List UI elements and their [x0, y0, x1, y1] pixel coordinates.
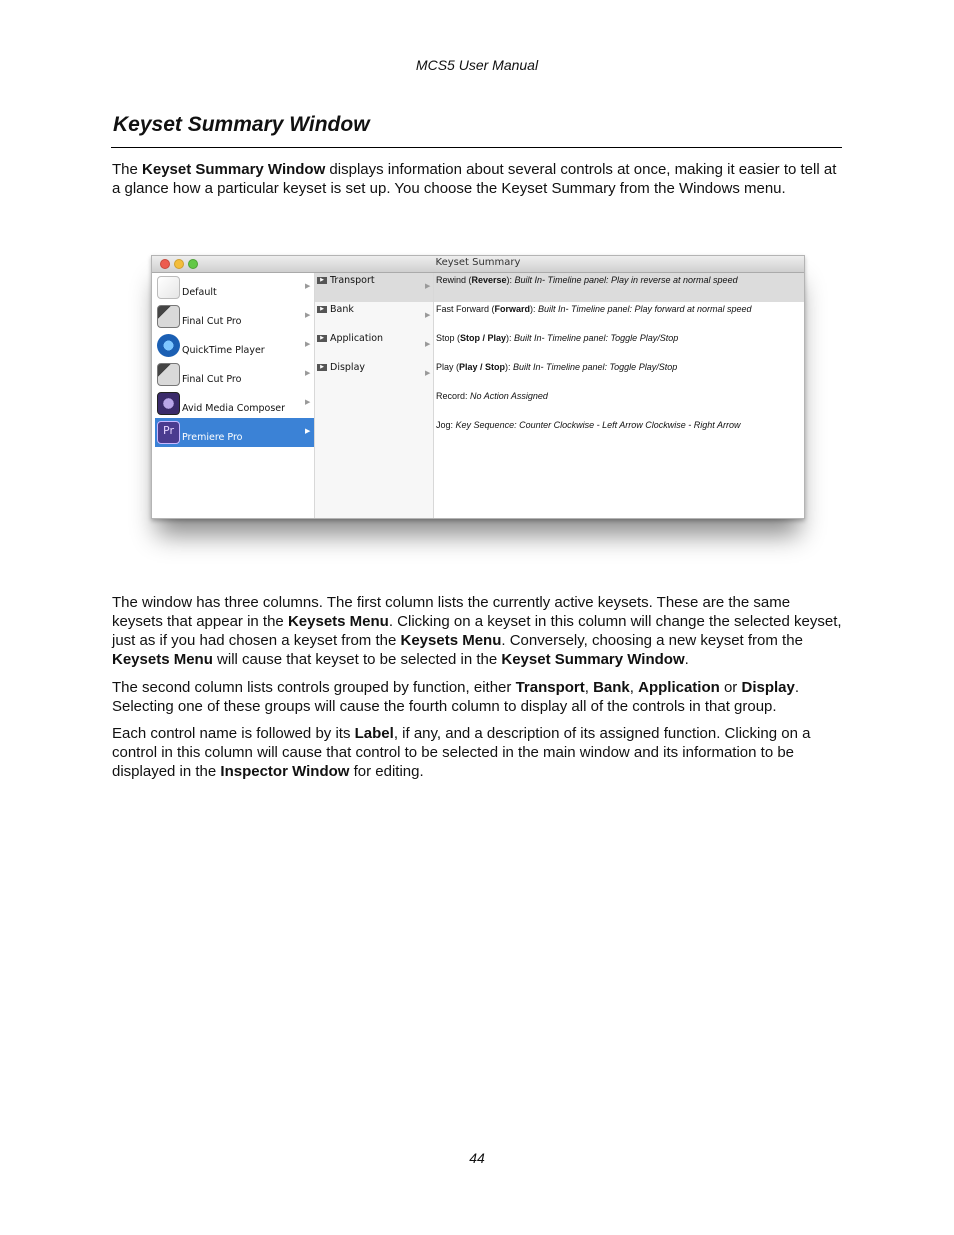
window-titlebar: [152, 256, 804, 273]
control-description: Built In- Timeline panel: Toggle Play/Stop: [513, 362, 678, 372]
columns-text: . Conversely, choosing a new keyset from the: [501, 632, 803, 649]
groups-bold: Bank: [593, 679, 630, 696]
control-group-item[interactable]: [315, 360, 433, 389]
chevron-right-icon: ▶: [305, 370, 311, 377]
control-label: Play / Stop: [459, 362, 506, 372]
premiere-pro-icon: Pr: [157, 421, 180, 444]
columns-text: The window has three columns. The first column lists the currently active keysets. These are the same keysets that appear in the: [112, 594, 791, 630]
group-icon: ▶: [317, 306, 327, 313]
control-text: [436, 333, 678, 343]
keyset-item[interactable]: [155, 389, 314, 418]
group-icon: ▶: [317, 335, 327, 342]
control-punct: :: [465, 391, 471, 401]
keysets-column: [155, 273, 315, 518]
groups-paragraph: [112, 678, 842, 716]
control-name: Play: [436, 362, 454, 372]
keyset-label: Final Cut Pro: [182, 316, 242, 327]
keyset-label: QuickTime Player: [182, 345, 265, 356]
window-title: Keyset Summary: [435, 257, 521, 268]
group-label: Application: [330, 333, 384, 344]
keyset-item[interactable]: [155, 331, 314, 360]
control-punct: ):: [530, 304, 539, 314]
controls-bold: Label: [354, 725, 394, 742]
intro-bold: Keyset Summary Window: [142, 161, 326, 178]
columns-text: . Clicking on a keyset in this column will change the selected keyset, just as if you had chosen a keyset from the: [112, 613, 842, 649]
groups-text: or: [719, 679, 742, 696]
control-item[interactable]: [434, 273, 804, 302]
control-group-item[interactable]: [315, 302, 433, 331]
chevron-right-icon: ▶: [425, 283, 431, 290]
keyset-summary-window: [151, 255, 805, 519]
controls-bold: Inspector Window: [220, 763, 350, 780]
columns-bold: Keysets Menu: [287, 613, 389, 630]
control-group-item[interactable]: [315, 331, 433, 360]
control-name: Stop: [436, 333, 455, 343]
control-punct: (: [453, 362, 460, 372]
chevron-right-icon: ▶: [425, 341, 431, 348]
control-punct: :: [450, 420, 456, 430]
control-name: Fast Forward: [436, 304, 490, 314]
control-label: Stop / Play: [460, 333, 507, 343]
keyset-label: Final Cut Pro: [182, 374, 242, 385]
page-title: Keyset Summary Window: [113, 113, 370, 136]
group-icon: ▶: [317, 364, 327, 371]
control-text: [436, 391, 548, 401]
control-text: [436, 362, 677, 372]
control-description: Built In- Timeline panel: Toggle Play/Stop: [514, 333, 679, 343]
control-item[interactable]: [434, 418, 804, 447]
chevron-right-icon: ▶: [305, 399, 311, 406]
columns-bold: Keyset Summary Window: [501, 651, 685, 668]
page-number: 44: [469, 1150, 485, 1166]
control-punct: ):: [506, 333, 515, 343]
chevron-right-icon: ▶: [305, 428, 311, 435]
control-punct: (: [489, 304, 495, 314]
control-item[interactable]: [434, 389, 804, 418]
control-punct: ):: [505, 362, 514, 372]
chevron-right-icon: ▶: [425, 312, 431, 319]
control-item[interactable]: [434, 331, 804, 360]
controls-paragraph: [112, 724, 842, 781]
chevron-right-icon: ▶: [305, 341, 311, 348]
default-keyset-icon: [157, 276, 180, 299]
keyset-label: Default: [182, 287, 217, 298]
final-cut-pro-icon: [157, 305, 180, 328]
avid-media-composer-icon: [157, 392, 180, 415]
keyset-item[interactable]: [155, 360, 314, 389]
title-rule: [111, 147, 842, 148]
control-name: Rewind: [436, 275, 467, 285]
final-cut-pro-icon: [157, 363, 180, 386]
group-label: Transport: [330, 275, 375, 286]
control-group-item[interactable]: [315, 273, 433, 302]
keyset-item[interactable]: [155, 418, 314, 447]
groups-text: The second column lists controls grouped by function, either: [112, 679, 516, 696]
controls-text: , if any, and a description of its assigned function. Clicking on a control in this column will cause that control to be selected in the main window and its information to be displayed in the: [112, 725, 811, 780]
intro-text: displays information about several controls at once, making it easier to tell at a glance how a particular keyset is set up. You choose the Keyset Summary from the Windows menu.: [112, 161, 837, 197]
control-punct: (: [466, 275, 472, 285]
control-punct: ):: [506, 275, 515, 285]
groups-bold: Application: [638, 679, 720, 696]
control-punct: (: [454, 333, 461, 343]
control-item[interactable]: [434, 360, 804, 389]
quicktime-player-icon: [157, 334, 180, 357]
keyset-item[interactable]: [155, 273, 314, 302]
control-text: [436, 304, 752, 314]
control-text: [436, 275, 738, 285]
groups-text: . Selecting one of these groups will cause the fourth column to display all of the controls in that group.: [112, 679, 800, 715]
control-label: Reverse: [471, 275, 507, 285]
group-icon: ▶: [317, 277, 327, 284]
chevron-right-icon: ▶: [305, 283, 311, 290]
control-text: [436, 420, 740, 430]
control-name: Jog: [436, 420, 451, 430]
controls-text: for editing.: [349, 763, 424, 780]
keyset-label: Avid Media Composer: [182, 403, 286, 414]
group-label: Bank: [330, 304, 354, 315]
control-description: Built In- Timeline panel: Play in reverse at normal speed: [514, 275, 738, 285]
control-item[interactable]: [434, 302, 804, 331]
control-description: No Action Assigned: [470, 391, 548, 401]
controls-column: [434, 273, 804, 518]
columns-bold: Keysets Menu: [112, 651, 213, 668]
keyset-label: Premiere Pro: [182, 432, 243, 443]
groups-column: [315, 273, 434, 518]
columns-text: will cause that keyset to be selected in the: [212, 651, 502, 668]
control-label: Forward: [494, 304, 531, 314]
controls-text: Each control name is followed by its: [112, 725, 355, 742]
groups-bold: Display: [741, 679, 795, 696]
control-name: Record: [436, 391, 466, 401]
control-description: Built In- Timeline panel: Play forward at normal speed: [538, 304, 752, 314]
keyset-item[interactable]: [155, 302, 314, 331]
groups-text: ,: [584, 679, 594, 696]
control-description: Key Sequence: Counter Clockwise - Left Arrow Clockwise - Right Arrow: [455, 420, 741, 430]
running-header: MCS5 User Manual: [415, 57, 539, 73]
columns-paragraph: [112, 593, 842, 669]
intro-text: The: [112, 161, 143, 178]
chevron-right-icon: ▶: [425, 370, 431, 377]
groups-text: ,: [629, 679, 639, 696]
groups-bold: Transport: [515, 679, 585, 696]
columns-bold: Keysets Menu: [400, 632, 502, 649]
intro-paragraph: [112, 160, 842, 198]
chevron-right-icon: ▶: [305, 312, 311, 319]
group-label: Display: [330, 362, 366, 373]
columns-text: .: [684, 651, 689, 668]
